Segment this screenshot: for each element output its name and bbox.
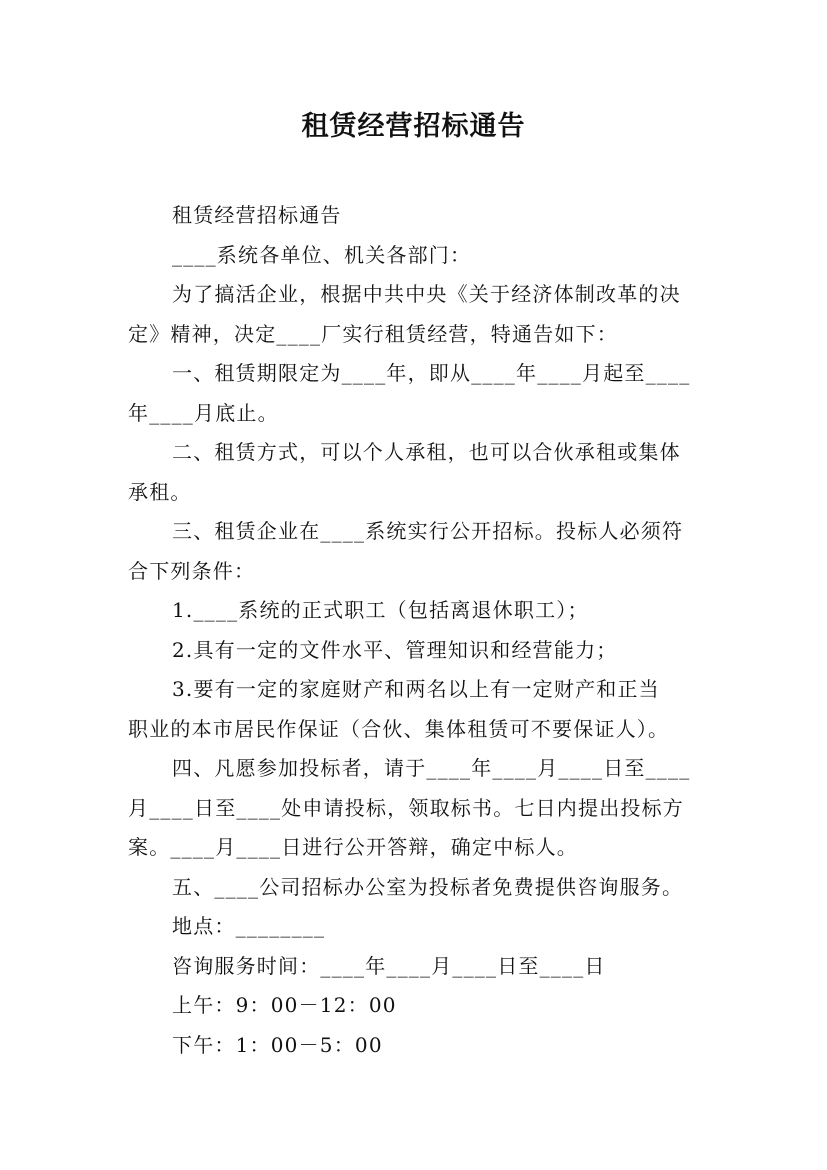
body-line: 月____日至____处申请投标，领取标书。七日内提出投标方 bbox=[128, 795, 684, 820]
body-line: 承租。 bbox=[128, 479, 192, 504]
body-line: 三、租赁企业在____系统实行公开招标。投标人必须符 bbox=[172, 519, 684, 543]
body-line: 合下列条件： bbox=[128, 558, 256, 583]
body-line: 地点：________ bbox=[172, 914, 326, 938]
body-line: 二、租赁方式，可以个人承租，也可以合伙承租或集体 bbox=[172, 440, 681, 464]
document-body bbox=[128, 196, 706, 1065]
body-line: 一、租赁期限定为____年，即从____年____月起至____ bbox=[172, 361, 691, 385]
body-line: 1.____系统的正式职工（包括离退休职工）； bbox=[172, 598, 589, 622]
body-line: 咨询服务时间：____年____月____日至____日 bbox=[172, 953, 606, 978]
body-line: 案。____月____日进行公开答辩，确定中标人。 bbox=[128, 835, 578, 859]
body-line: 定》精神，决定____厂实行租赁经营，特通告如下： bbox=[128, 321, 618, 346]
body-line: 上午：9：00－12：00 bbox=[172, 993, 397, 1017]
body-line: 五、____公司招标办公室为投标者免费提供咨询服务。 bbox=[172, 874, 684, 899]
body-line: 年____月底止。 bbox=[128, 400, 279, 425]
body-line: 2.具有一定的文件水平、管理知识和经营能力； bbox=[172, 637, 618, 662]
document-title: 租赁经营招标通告 bbox=[301, 111, 526, 142]
body-line: ____系统各单位、机关各部门： bbox=[172, 242, 472, 267]
body-line: 四、凡愿参加投标者，请于____年____月____日至____ bbox=[172, 756, 691, 780]
body-line: 下午：1：00－5：00 bbox=[172, 1032, 383, 1057]
body-line: 租赁经营招标通告 bbox=[172, 203, 342, 227]
body-line: 职业的本市居民作保证（合伙、集体租赁可不要保证人）。 bbox=[128, 716, 670, 741]
body-line: 为了搞活企业，根据中共中央《关于经济体制改革的决 bbox=[172, 282, 681, 306]
body-line: 3.要有一定的家庭财产和两名以上有一定财产和正当 bbox=[172, 677, 660, 701]
